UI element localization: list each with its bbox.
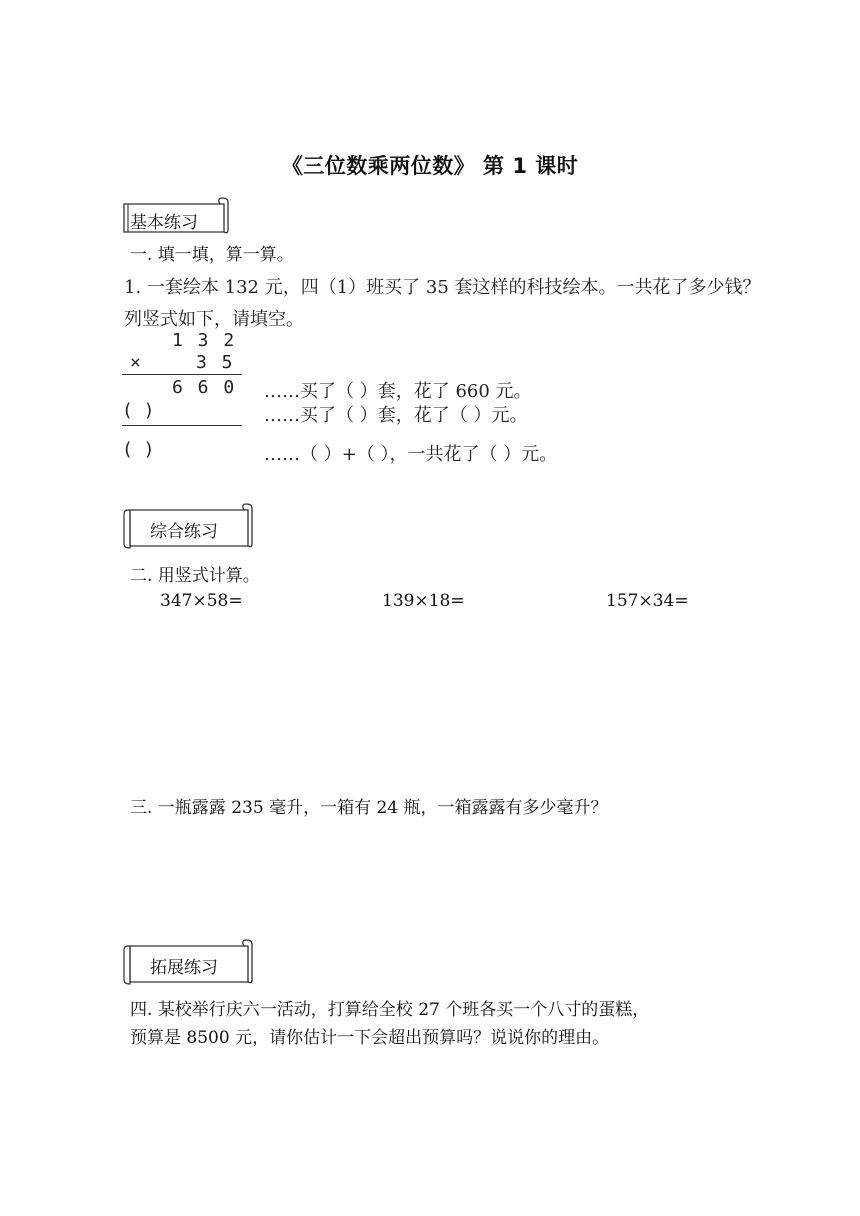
q1-heading: 一. 填一填，算一算。 [130, 245, 294, 265]
q4-line2: 预算是 8500 元，请你估计一下会超出预算吗？说说你的理由。 [130, 1028, 610, 1048]
section-label-comprehensive: 综合练习 [150, 521, 218, 542]
vertical-rule-1 [122, 374, 242, 375]
q2-item-3: 157×34= [606, 591, 689, 611]
section-banner-basic [118, 196, 230, 236]
section-label-extension: 拓展练习 [150, 957, 218, 978]
section-banner-extension [120, 938, 256, 986]
q2-heading: 二. 用竖式计算。 [130, 566, 260, 586]
explanation-line3: ……（ ）+（ ），一共花了（ ）元。 [264, 444, 558, 465]
q2-item-2: 139×18= [382, 591, 465, 611]
times-sign: × [130, 352, 141, 373]
page-title: 《三位数乘两位数》 第 1 课时 [281, 154, 579, 178]
vertical-row-partial2: ( ) [122, 400, 155, 421]
vertical-row-multiplicand: 1 3 2 [172, 330, 237, 351]
q1-problem-line1: 1. 一套绘本 132 元，四（1）班买了 35 套这样的科技绘本。一共花了多少钱？ [124, 277, 761, 298]
q1-problem-line2: 列竖式如下，请填空。 [124, 309, 304, 330]
q4-line1: 四. 某校举行庆六一活动，打算给全校 27 个班各买一个八寸的蛋糕， [130, 1000, 650, 1020]
vertical-row-multiplier: 3 5 [196, 352, 235, 373]
q2-item-1: 347×58= [160, 591, 243, 611]
section-label-basic: 基本练习 [130, 212, 198, 233]
vertical-row-total: ( ) [122, 439, 155, 460]
section-banner-comprehensive [120, 502, 256, 550]
explanation-line2: ……买了（ ）套，花了（ ）元。 [264, 405, 528, 426]
vertical-row-partial1: 6 6 0 [172, 377, 237, 398]
vertical-rule-2 [122, 425, 242, 426]
q3-text: 三. 一瓶露露 235 毫升，一箱有 24 瓶，一箱露露有多少毫升？ [130, 798, 608, 818]
explanation-line1: ……买了（ ）套，花了 660 元。 [264, 381, 532, 402]
